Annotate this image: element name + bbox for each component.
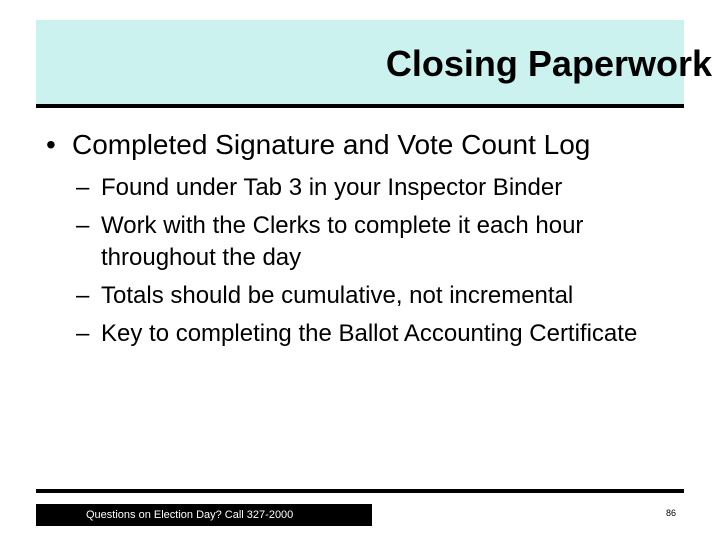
main-bullet — [46, 128, 590, 162]
sub-bullet-ballot-accounting — [76, 318, 676, 350]
sub-bullet-text: Found under Tab 3 in your Inspector Binder — [101, 174, 563, 201]
footer-text: Questions on Election Day? Call 327-2000 — [86, 509, 294, 521]
bullet-marker: • — [46, 129, 56, 160]
dash-marker: – — [76, 174, 90, 201]
title-divider — [36, 104, 684, 108]
sub-bullet-totals — [76, 280, 676, 312]
slide-title: Closing Paperwork — [385, 43, 712, 84]
main-bullet-text: Completed Signature and Vote Count Log — [72, 129, 591, 160]
footer-divider — [36, 489, 684, 493]
dash-marker: – — [76, 282, 90, 309]
dash-marker: – — [76, 320, 90, 347]
dash-marker: – — [76, 212, 90, 239]
sub-bullet-clerks — [76, 210, 676, 274]
sub-bullet-text: Key to completing the Ballot Accounting Certificate — [101, 320, 638, 347]
sub-bullet-tab-3 — [76, 172, 676, 204]
footer-banner — [36, 504, 372, 526]
sub-bullet-text: Totals should be cumulative, not incremental — [101, 282, 574, 309]
sub-bullet-list — [76, 172, 676, 356]
sub-bullet-text: Work with the Clerks to complete it each hour throughout the day — [101, 212, 584, 271]
page-number: 86 — [666, 508, 677, 518]
